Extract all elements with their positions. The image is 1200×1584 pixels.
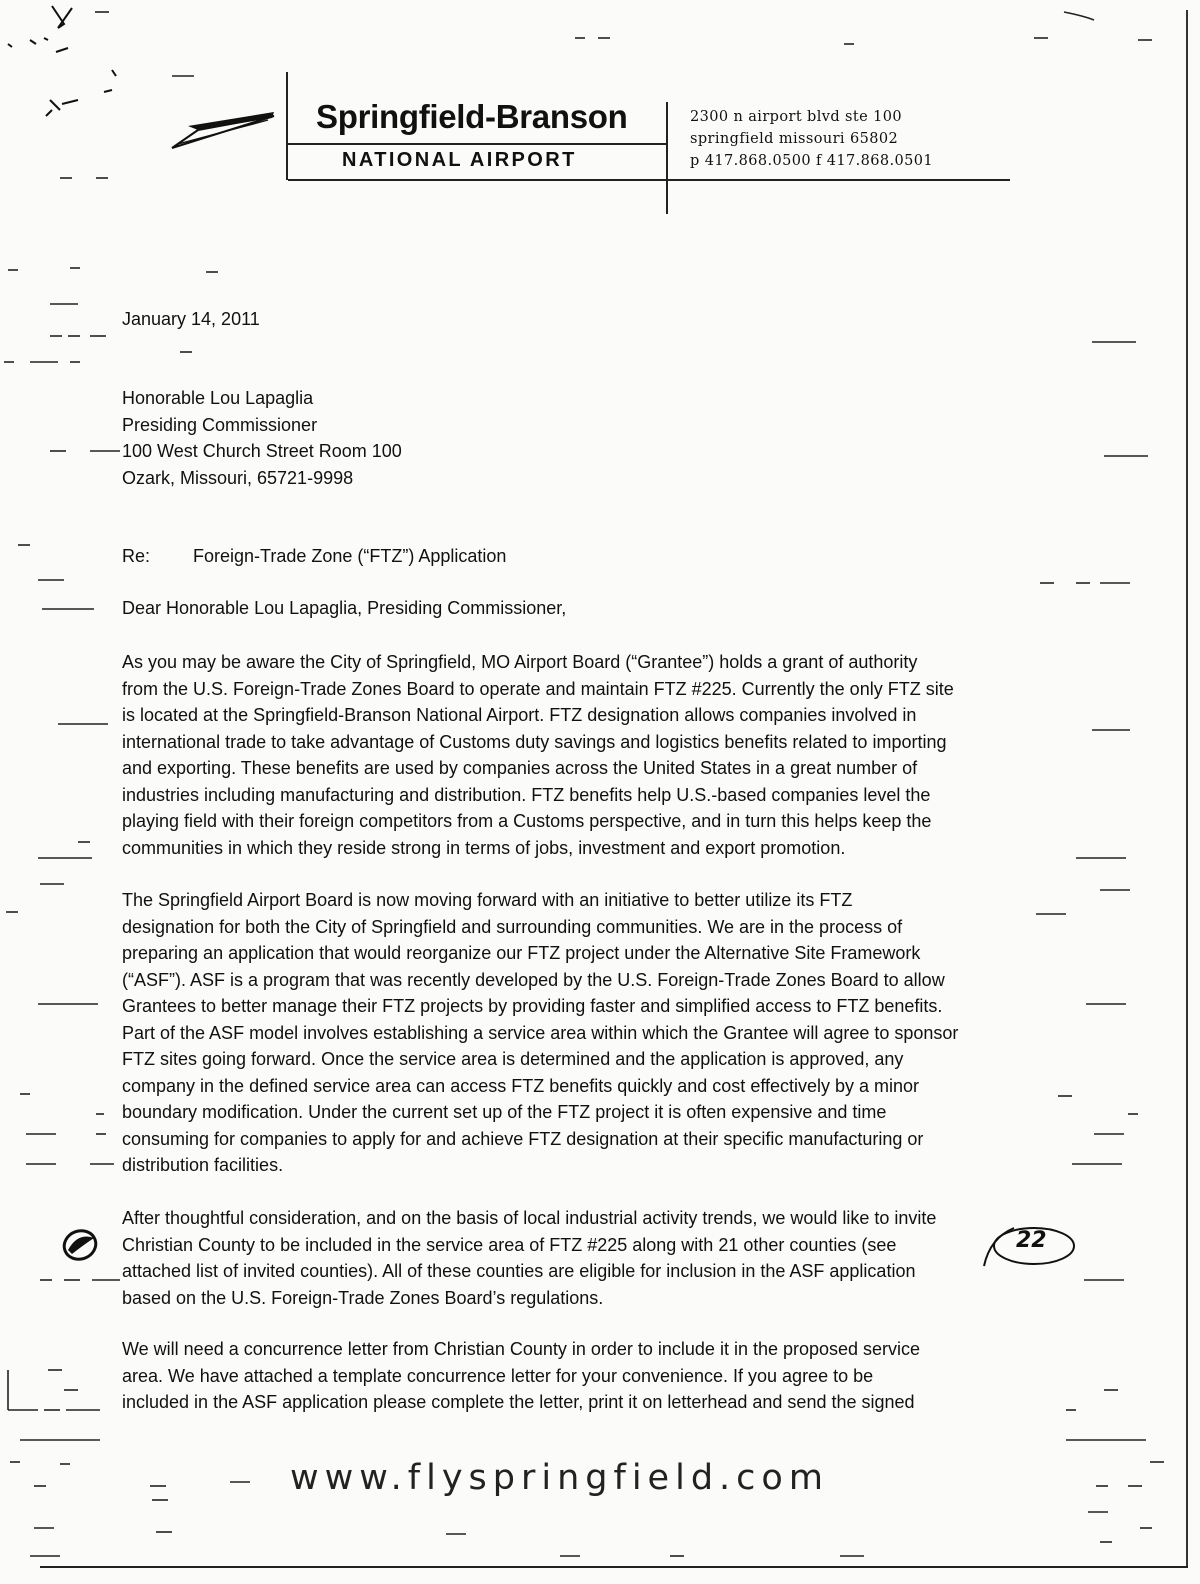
page-edge-right [1186,10,1188,1568]
paragraph-line: As you may be aware the City of Springfield, MO Airport Board (“Grantee”) holds a grant of authority [122,652,918,672]
paragraph-line: company in the defined service area can access FTZ benefits quickly and cost effectively by a minor [122,1075,920,1096]
recipient-address [122,385,402,491]
salutation: Dear Honorable Lou Lapaglia, Presiding Commissioner, [122,598,567,618]
address-line-1: 2300 n airport blvd ste 100 [690,109,902,125]
airport-logo-icon [158,104,276,154]
paragraph-line: FTZ sites going forward. Once the service area is determined and the application is approved, any [122,1049,904,1069]
paragraph-1 [122,649,954,861]
corner-scribble [0,0,140,120]
letterhead-divider-left [286,72,288,180]
recipient-line-3: 100 West Church Street Room 100 [122,441,402,461]
paragraph-line: boundary modification. Under the current set up of the FTZ project it is often expensive and time [122,1102,887,1122]
paragraph-line: distribution facilities. [122,1155,284,1175]
recipient-line-1: Honorable Lou Lapaglia [122,388,314,408]
subject-label: Re: [122,546,151,566]
subject-text: Foreign-Trade Zone (“FTZ”) Application [193,546,507,566]
paragraph-line: preparing an application that would reorganize our FTZ project under the Alternative Site Framework [122,943,921,963]
paragraph-line: Christian County to be included in the service area of FTZ #225 along with 21 other counties (see [122,1234,897,1255]
paragraph-line: We will need a concurrence letter from Christian County in order to include it in the proposed service [122,1339,921,1359]
letterhead-divider-right [666,102,668,214]
paragraph-line: area. We have attached a template concurrence letter for your convenience. If you agree to be [122,1365,874,1386]
paragraph-line: designation for both the City of Springfield and surrounding communities. We are in the process of [122,916,903,937]
paragraph-2 [122,887,958,1179]
paragraph-line: based on the U.S. Foreign-Trade Zones Board’s regulations. [122,1287,604,1308]
paragraph-line: is located at the Springfield-Branson National Airport. FTZ designation allows companies involved in [122,705,917,725]
recipient-line-4: Ozark, Missouri, 65721-9998 [122,467,354,488]
paragraph-line: Grantees to better manage their FTZ projects by providing faster and simplified access to FTZ benefits. [122,996,943,1016]
paragraph-line: communities in which they reside strong in terms of jobs, investment and export promotion. [122,837,846,858]
paragraph-line: included in the ASF application please complete the letter, print it on letterhead and send the signed [122,1392,915,1412]
paragraph-line: and exporting. These benefits are used by companies across the United States in a great number of [122,758,918,778]
letter-date: January 14, 2011 [122,309,260,329]
brand-name: Springfield-Branson [316,98,628,135]
paragraph-line: After thoughtful consideration, and on the basis of local industrial activity trends, we would like to invite [122,1208,937,1228]
handwritten-number: 22 [1016,1228,1047,1253]
phone-fax: p 417.868.0500 f 417.868.0501 [690,153,934,169]
subject-line [122,543,506,570]
paragraph-line: The Springfield Airport Board is now moving forward with an initiative to better utilize its FTZ [122,890,853,910]
page-edge-bottom [40,1566,1188,1568]
paragraph-line: attached list of invited counties). All of these counties are eligible for inclusion in the ASF application [122,1261,916,1281]
paragraph-line: international trade to take advantage of Customs duty savings and logistics benefits related to importing [122,731,947,752]
paragraph-line: consuming for companies to apply for and achieve FTZ designation at their specific manufacturing or [122,1128,924,1149]
paragraph-4 [122,1336,920,1416]
paragraph-line: from the U.S. Foreign-Trade Zones Board to operate and maintain FTZ #225. Currently the only FTZ site [122,678,954,699]
footer-website: www.flyspringfield.com [290,1458,829,1498]
recipient-line-2: Presiding Commissioner [122,414,318,435]
paragraph-line: Part of the ASF model involves establishing a service area within which the Grantee will agree to sponsor [122,1022,959,1043]
paragraph-line: playing field with their foreign competitors from a Customs perspective, and in turn this helps keep the [122,811,932,831]
address-line-2: springfield missouri 65802 [690,131,899,147]
letterhead-rule [288,179,1010,181]
contact-block [690,106,933,172]
paragraph-line: industries including manufacturing and distribution. FTZ benefits help U.S.-based companies level the [122,784,931,805]
handwritten-scribble-icon [60,1224,102,1264]
paragraph-3 [122,1205,936,1311]
paragraph-line: (“ASF”). ASF is a program that was recently developed by the U.S. Foreign-Trade Zones Board to allow [122,969,945,990]
brand-rule [288,143,666,145]
handwritten-note [980,1218,1080,1278]
brand-subtitle: NATIONAL AIRPORT [342,149,577,171]
